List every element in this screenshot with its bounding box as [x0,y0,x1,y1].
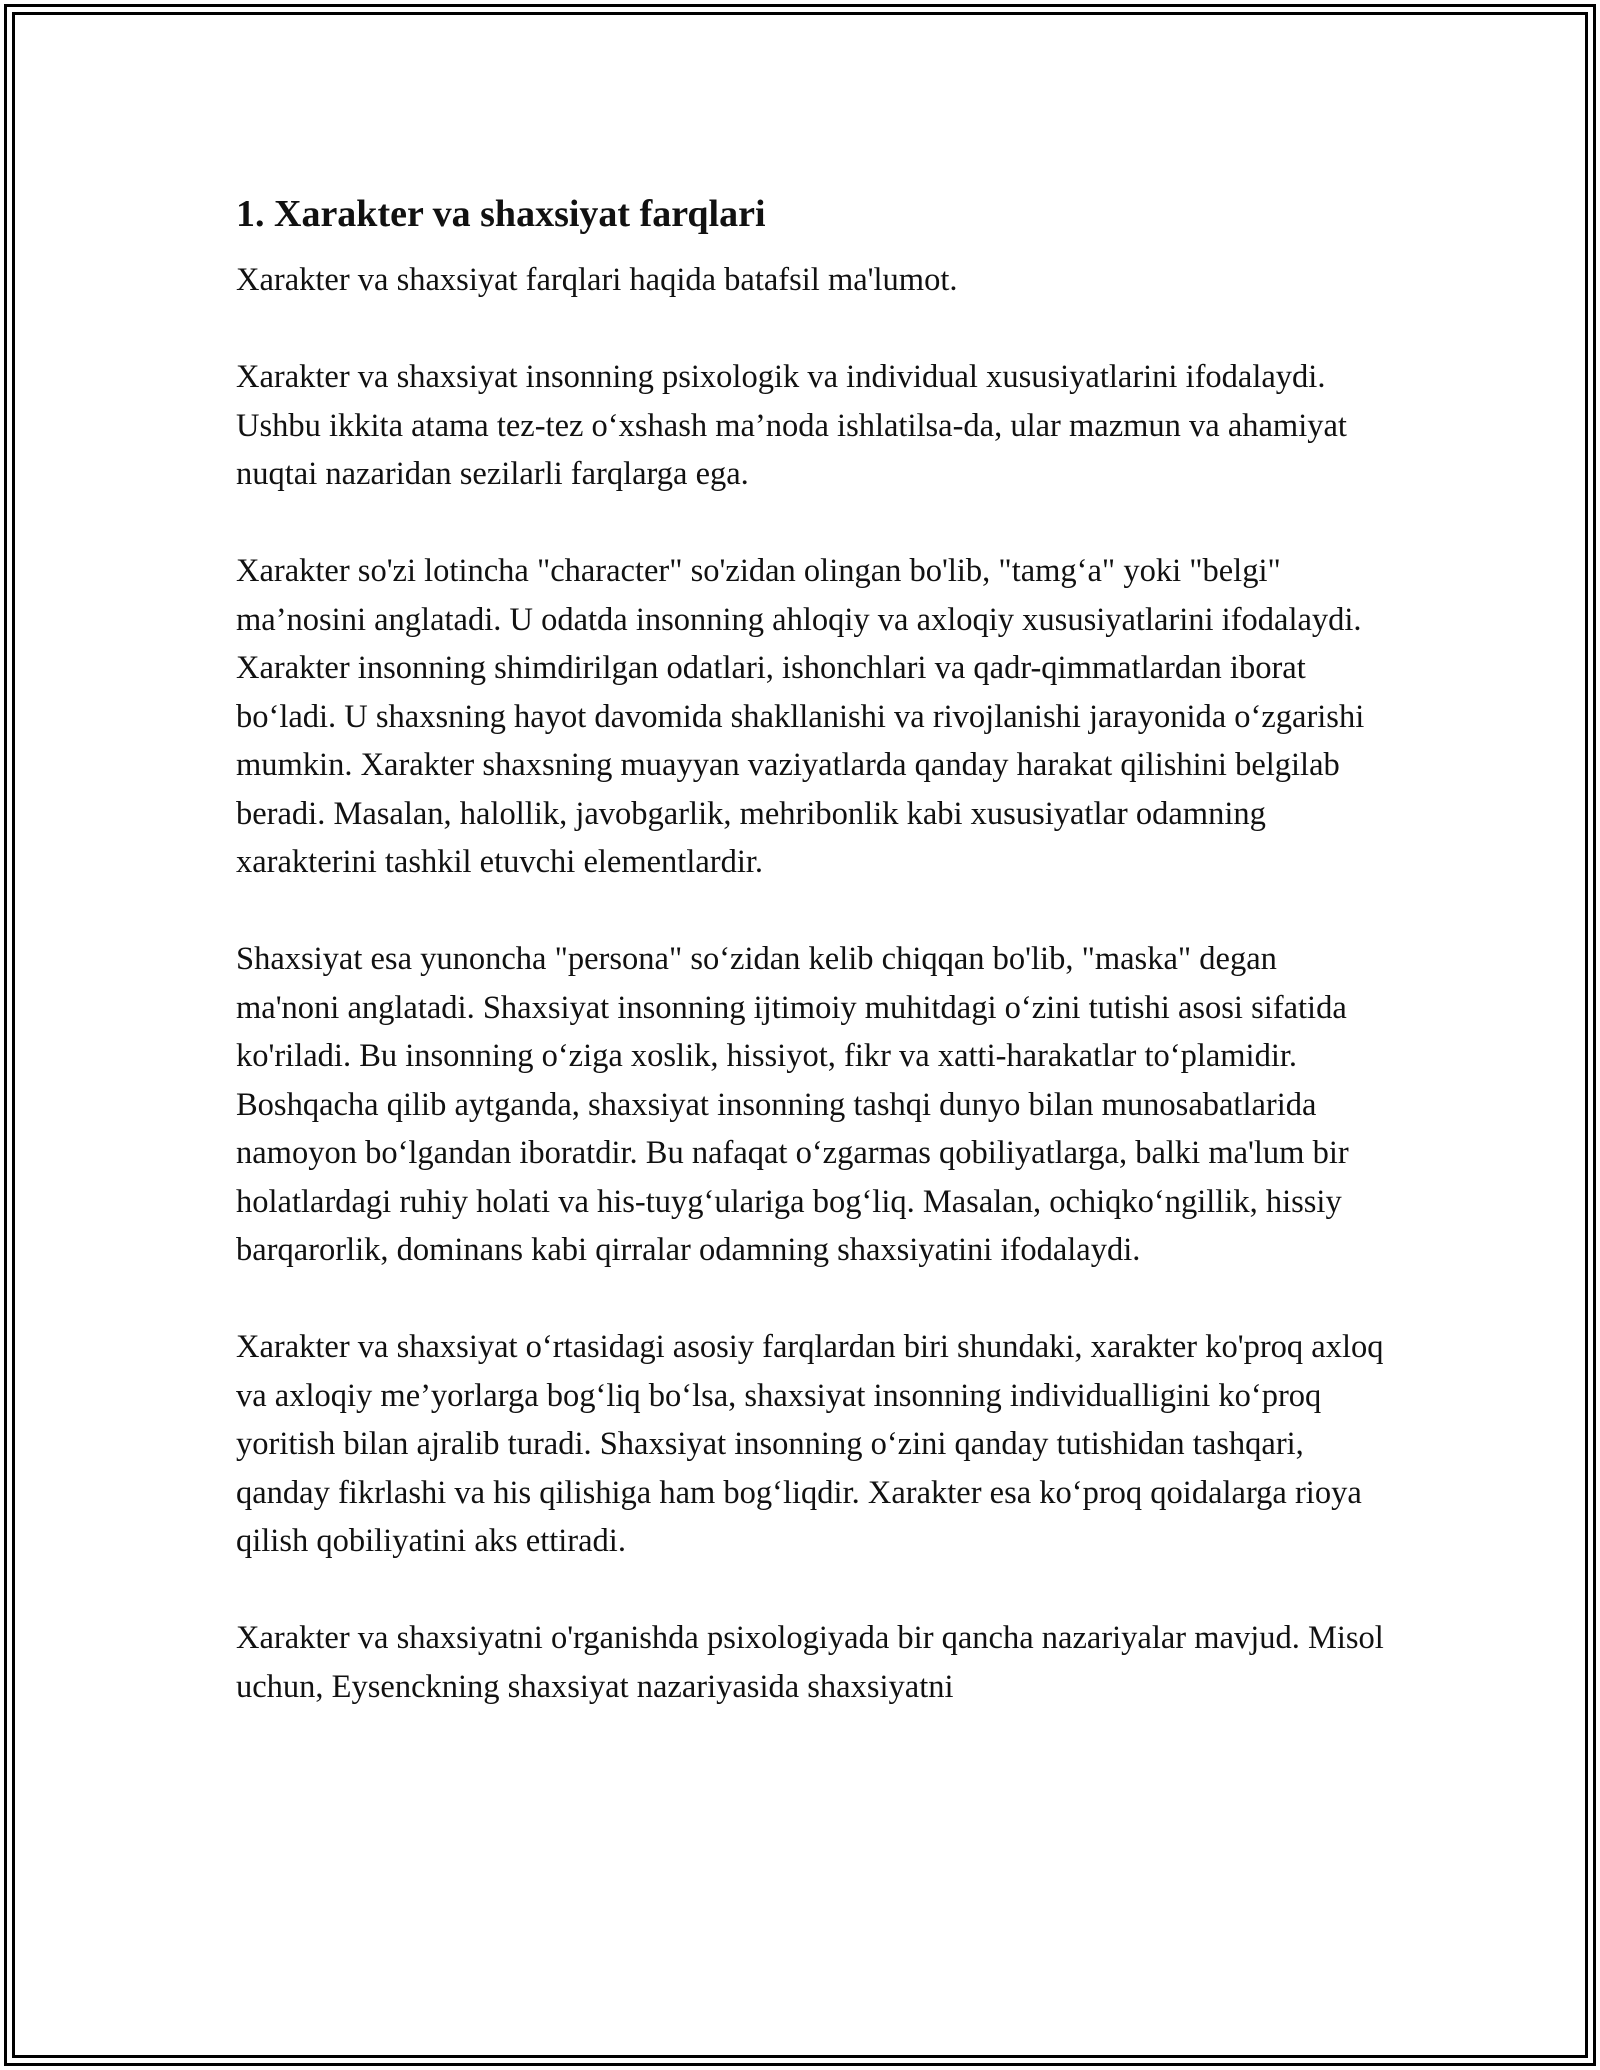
paragraph-intro: Xarakter va shaxsiyat farqlari haqida batafsil ma'lumot. [236,262,958,298]
paragraph-theories: Xarakter va shaxsiyatni o'rganishda psixologiyada bir qancha nazariyalar mavjud. Misol uchun, Eysenckning shaxsiyat nazariyasida shaxsiyatni [236,1620,1384,1705]
paragraph-differences: Xarakter va shaxsiyat o‘rtasidagi asosiy farqlardan biri shundaki, xarakter ko'proq axloq va axloqiy me’yorlarga bog‘liq bo‘lsa, shaxsiyat insonning individualligini ko‘proq yoritish bilan ajralib turadi. Shaxsiyat insonning o‘zini qanday tutishidan tashqari, qanday fikrlashi va his qilishiga ham bog‘liqdir. Xarakter esa ko‘proq qoidalarga rioya qilish qobiliyatini aks ettiradi. [236,1329,1384,1559]
document-title: 1. Xarakter va shaxsiyat farqlari [236,193,766,235]
paragraph-character: Xarakter so'zi lotincha "character" so'zidan olingan bo'lib, "tamg‘a" yoki "belgi" ma’nosini anglatadi. U odatda insonning ahloqiy va axloqiy xususiyatlarini ifodalaydi. Xarakter insonning shimdirilgan odatlari, ishonchlari va qadr-qimmatlardan iborat bo‘ladi. U shaxsning hayot davomida shakllanishi va rivojlanishi jarayonida o‘zgarishi mumkin. Xarakter shaxsning muayyan vaziyatlarda qanday harakat qilishini belgilab beradi. Masalan, halollik, javobgarlik, mehribonlik kabi xususiyatlar odamning xarakterini tashkil etuvchi elementlardir. [236,553,1365,880]
paragraph-overview: Xarakter va shaxsiyat insonning psixologik va individual xususiyatlarini ifodalaydi. Ushbu ikkita atama tez-tez o‘xshash ma’noda ishlatilsa-da, ular mazmun va ahamiyat nuqtai nazaridan sezilarli farqlarga ega. [236,359,1347,492]
paragraph-personality: Shaxsiyat esa yunoncha "persona" so‘zidan kelib chiqqan bo'lib, "maska" degan ma'noni anglatadi. Shaxsiyat insonning ijtimoiy muhitdagi o‘zini tutishi asosi sifatida ko'riladi. Bu insonning o‘ziga xoslik, hissiyot, fikr va xatti-harakatlar to‘plamidir. Boshqacha qilib aytganda, shaxsiyat insonning tashqi dunyo bilan munosabatlarida namoyon bo‘lgandan iboratdir. Bu nafaqat o‘zgarmas qobiliyatlarga, balki ma'lum bir holatlardagi ruhiy holati va his-tuyg‘ulariga bog‘liq. Masalan, ochiqko‘ngillik, hissiy barqarorlik, dominans kabi qirralar odamning shaxsiyatini ifodalaydi. [236,941,1349,1268]
document-body [236,186,1386,1760]
